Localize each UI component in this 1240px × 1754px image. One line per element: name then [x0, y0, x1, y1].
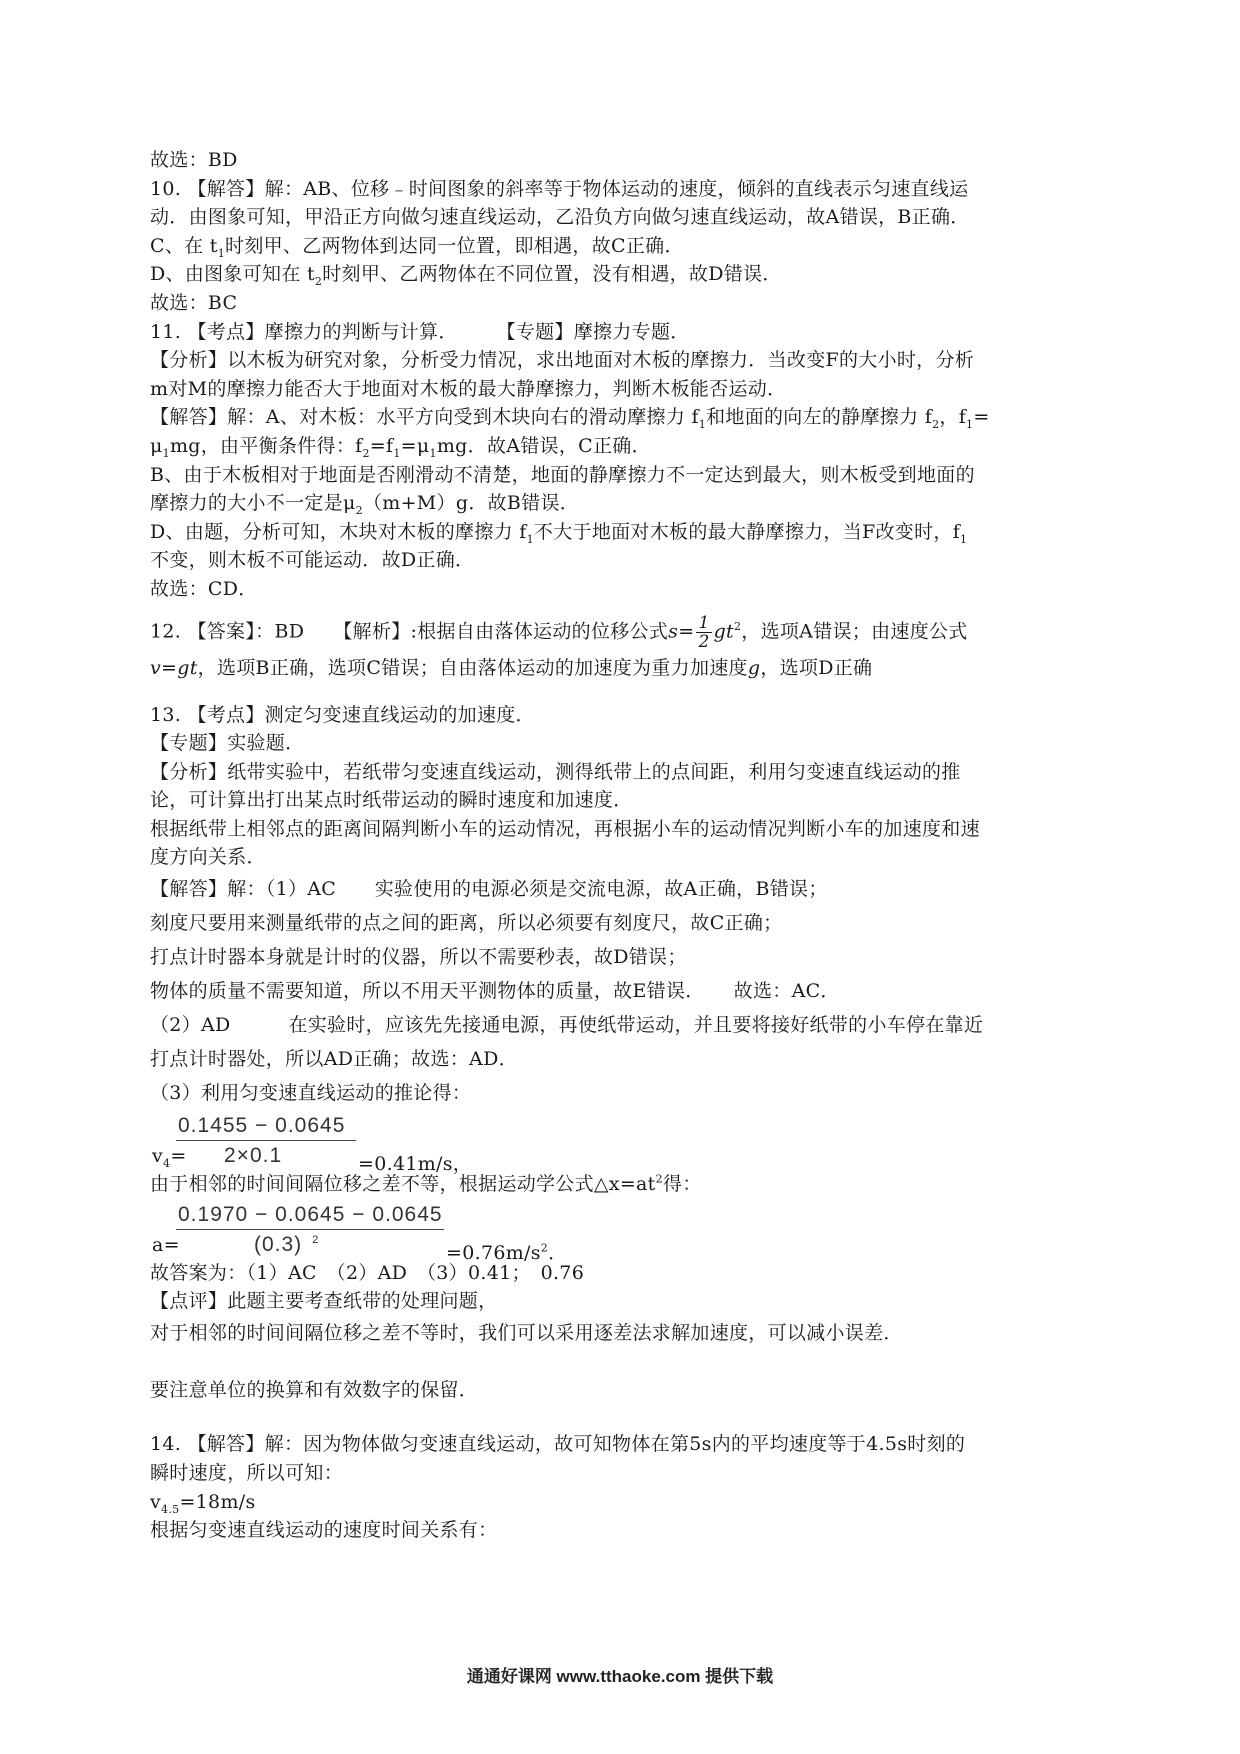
- text-span: (0.3): [254, 1232, 303, 1256]
- superscript: 2: [540, 1241, 549, 1255]
- text-span: v: [152, 1145, 164, 1168]
- text-span: =: [170, 1145, 187, 1168]
- text-line: 10. 【解答】解：AB、位移﹣时间图象的斜率等于物体运动的速度，倾斜的直线表示匀速直线运: [150, 177, 969, 200]
- text-line: 【分析】纸带实验中，若纸带匀变速直线运动，测得纸带上的点间距，利用匀变速直线运动的推: [150, 760, 961, 783]
- text-span: μ: [150, 434, 163, 457]
- fraction-denominator: 2×0.1: [224, 1144, 283, 1168]
- text-line: 【专题】实验题．: [150, 732, 305, 755]
- text-line: 物体的质量不需要知道，所以不用天平测物体的质量，故E错误． 故选：AC．: [150, 980, 840, 1003]
- document-body: [150, 146, 1100, 1545]
- text-span: （m+M）g．故B错误．: [362, 492, 580, 515]
- subscript: 4: [163, 1156, 171, 1170]
- formula-s: s=: [668, 620, 695, 642]
- subscript: 1: [698, 418, 707, 432]
- superscript: 2: [312, 1233, 320, 1246]
- fraction-numerator: 1: [698, 612, 710, 633]
- formula-acceleration: [152, 1199, 1100, 1264]
- text-span: 时刻甲、乙两物体在不同位置，没有相遇，故D错误．: [322, 263, 782, 286]
- text-line: [150, 232, 1100, 261]
- formula-v: v=gt: [150, 656, 198, 679]
- formula-result: =0.41m/s，: [358, 1153, 473, 1176]
- fraction-denominator: [254, 1231, 319, 1260]
- fraction-one-half: [696, 614, 711, 651]
- fraction-bar: [176, 1229, 444, 1230]
- text-span: =f: [369, 434, 394, 457]
- fraction-numerator: 0.1455 − 0.0645: [178, 1114, 346, 1138]
- text-line: 故选：CD．: [150, 577, 258, 600]
- text-span: 时刻甲、乙两物体到达同一位置，即相遇，故C正确．: [225, 234, 684, 257]
- formula-lhs: [152, 1142, 187, 1171]
- text-span: mg．故A错误，C正确．: [436, 434, 651, 457]
- subscript: 1: [393, 446, 401, 460]
- superscript: 2: [655, 1172, 663, 1186]
- text-span: ，选项A错误；由速度公式: [741, 620, 968, 642]
- text-line: 打点计时器处，所以AD正确；故选：AD．: [150, 1048, 518, 1071]
- subscript: 1: [966, 418, 974, 432]
- formula-result: [446, 1239, 567, 1268]
- text-line: 论，可计算出打出某点时纸带运动的瞬时速度和加速度．: [150, 789, 633, 812]
- text-span: 不大于地面对木板的最大静摩擦力，当F改变时，f: [533, 520, 961, 543]
- subscript: 2: [355, 503, 363, 517]
- text-line: [150, 614, 1100, 651]
- text-line: 刻度尺要用来测量纸带的点之间的距离，所以必须要有刻度尺，故C正确；: [150, 912, 783, 935]
- subscript: 1: [526, 532, 534, 546]
- text-line: 动．由图象可知，甲沿正方向做匀速直线运动，乙沿负方向做匀速直线运动，故A错误，B正确．: [150, 206, 970, 229]
- text-span: 12. 【答案】：BD 【解析】:根据自由落体运动的位移公式: [150, 620, 669, 642]
- text-span: 摩擦力的大小不一定是μ: [150, 492, 356, 515]
- text-span: 得：: [662, 1173, 702, 1196]
- text-line: [150, 403, 1100, 432]
- text-line: 根据匀变速直线运动的速度时间关系有：: [150, 1519, 498, 1542]
- subscript: 2: [314, 275, 323, 289]
- text-line: 瞬时速度，所以可知：: [150, 1462, 344, 1485]
- text-line: （2）AD 在实验时，应该先先接通电源，再使纸带运动，并且要将接好纸带的小车停在靠近: [150, 1014, 984, 1037]
- text-line: 故答案为：（1）AC （2）AD （3）0.41； 0.76: [150, 1261, 585, 1284]
- formula-lhs: a=: [152, 1233, 180, 1256]
- text-span: =0.76m/s: [446, 1241, 541, 1264]
- subscript: 1: [960, 532, 968, 546]
- text-line: 对于相邻的时间间隔位移之差不等时，我们可以采用逐差法求解加速度，可以减小误差．: [150, 1321, 903, 1344]
- subscript: 1: [429, 446, 437, 460]
- subscript: 2: [932, 418, 940, 432]
- text-line: 打点计时器本身就是计时的仪器，所以不需要秒表，故D错误；: [150, 946, 687, 969]
- text-line: 【分析】以木板为研究对象，分析受力情况，求出地面对木板的摩擦力．当改变F的大小时，分析: [150, 349, 975, 372]
- subscript: 1: [162, 446, 170, 460]
- text-span: =18m/s: [179, 1490, 256, 1513]
- fraction-denominator: 2: [698, 631, 710, 652]
- text-line: 度方向关系．: [150, 846, 266, 869]
- formula-gt: gt: [713, 620, 734, 642]
- text-span: C、在 t: [150, 234, 218, 257]
- subscript: 2: [362, 446, 370, 460]
- text-span: D、由图象可知在 t: [150, 263, 315, 286]
- text-span: 【解答】解：A、对木板：水平方向受到木块向右的滑动摩擦力 f: [150, 406, 699, 429]
- text-line: 【解答】解：（1）AC 实验使用的电源必须是交流电源，故A正确，B错误；: [150, 878, 828, 901]
- subscript: 4.5: [161, 1502, 180, 1516]
- text-line: 13. 【考点】测定匀变速直线运动的加速度．: [150, 703, 535, 726]
- text-span: ，选项B正确，选项C错误；自由落体运动的加速度为重力加速度: [197, 656, 748, 679]
- text-line: 不变，则木板不可能运动．故D正确．: [150, 549, 475, 572]
- text-span: ．: [548, 1241, 568, 1264]
- text-line: 根据纸带上相邻点的距离间隔判断小车的运动情况，再根据小车的运动情况判断小车的加速度和速: [150, 817, 980, 840]
- text-line: （3）利用匀变速直线运动的推论得：: [150, 1082, 472, 1105]
- text-line: B、由于木板相对于地面是否刚滑动不清楚，地面的静摩擦力不一定达到最大，则木板受到地面的: [150, 463, 975, 486]
- text-span: =μ: [400, 434, 430, 457]
- text-line: [150, 489, 1100, 518]
- text-line: 14. 【解答】解：因为物体做匀变速直线运动，故可知物体在第5s内的平均速度等于4.5s时刻的: [150, 1433, 966, 1456]
- text-line: m对M的摩擦力能否大于地面对木板的最大静摩擦力，判断木板能否运动．: [150, 377, 787, 400]
- text-span: =: [973, 406, 990, 429]
- text-line: [150, 260, 1100, 289]
- fraction-bar: [176, 1140, 356, 1141]
- text-span: D、由题，分析可知，木块对木板的摩擦力 f: [150, 520, 527, 543]
- text-line: 故选：BC: [150, 291, 238, 314]
- text-line: [150, 651, 1100, 685]
- text-line: [150, 1170, 1100, 1199]
- formula-g: g: [747, 656, 761, 679]
- text-line: [150, 518, 1100, 547]
- text-span: v: [150, 1490, 162, 1513]
- text-line: 11. 【考点】摩擦力的判断与计算． 【专题】摩擦力专题．: [150, 320, 690, 343]
- subscript: 1: [217, 246, 226, 260]
- page-footer: 通通好课网 www.tthaoke.com 提供下载: [466, 1667, 774, 1686]
- text-line: 要注意单位的换算和有效数字的保留．: [150, 1378, 479, 1401]
- text-line: [150, 1488, 1100, 1517]
- text-span: 由于相邻的时间间隔位移之差不等，根据运动学公式△x=at: [150, 1173, 656, 1196]
- text-line: 【点评】此题主要考查纸带的处理问题，: [150, 1290, 498, 1313]
- formula-v4: [152, 1110, 1100, 1176]
- fraction-numerator: 0.1970 − 0.0645 − 0.0645: [178, 1202, 443, 1226]
- text-line: [150, 432, 1100, 461]
- superscript: 2: [733, 619, 742, 633]
- text-span: ，选项D正确: [760, 656, 873, 679]
- text-line: 故选：BD: [150, 149, 238, 171]
- text-span: mg，由平衡条件得：f: [169, 434, 363, 457]
- text-span: 和地面的向左的静摩擦力 f: [706, 406, 933, 429]
- text-span: ，f: [939, 406, 967, 429]
